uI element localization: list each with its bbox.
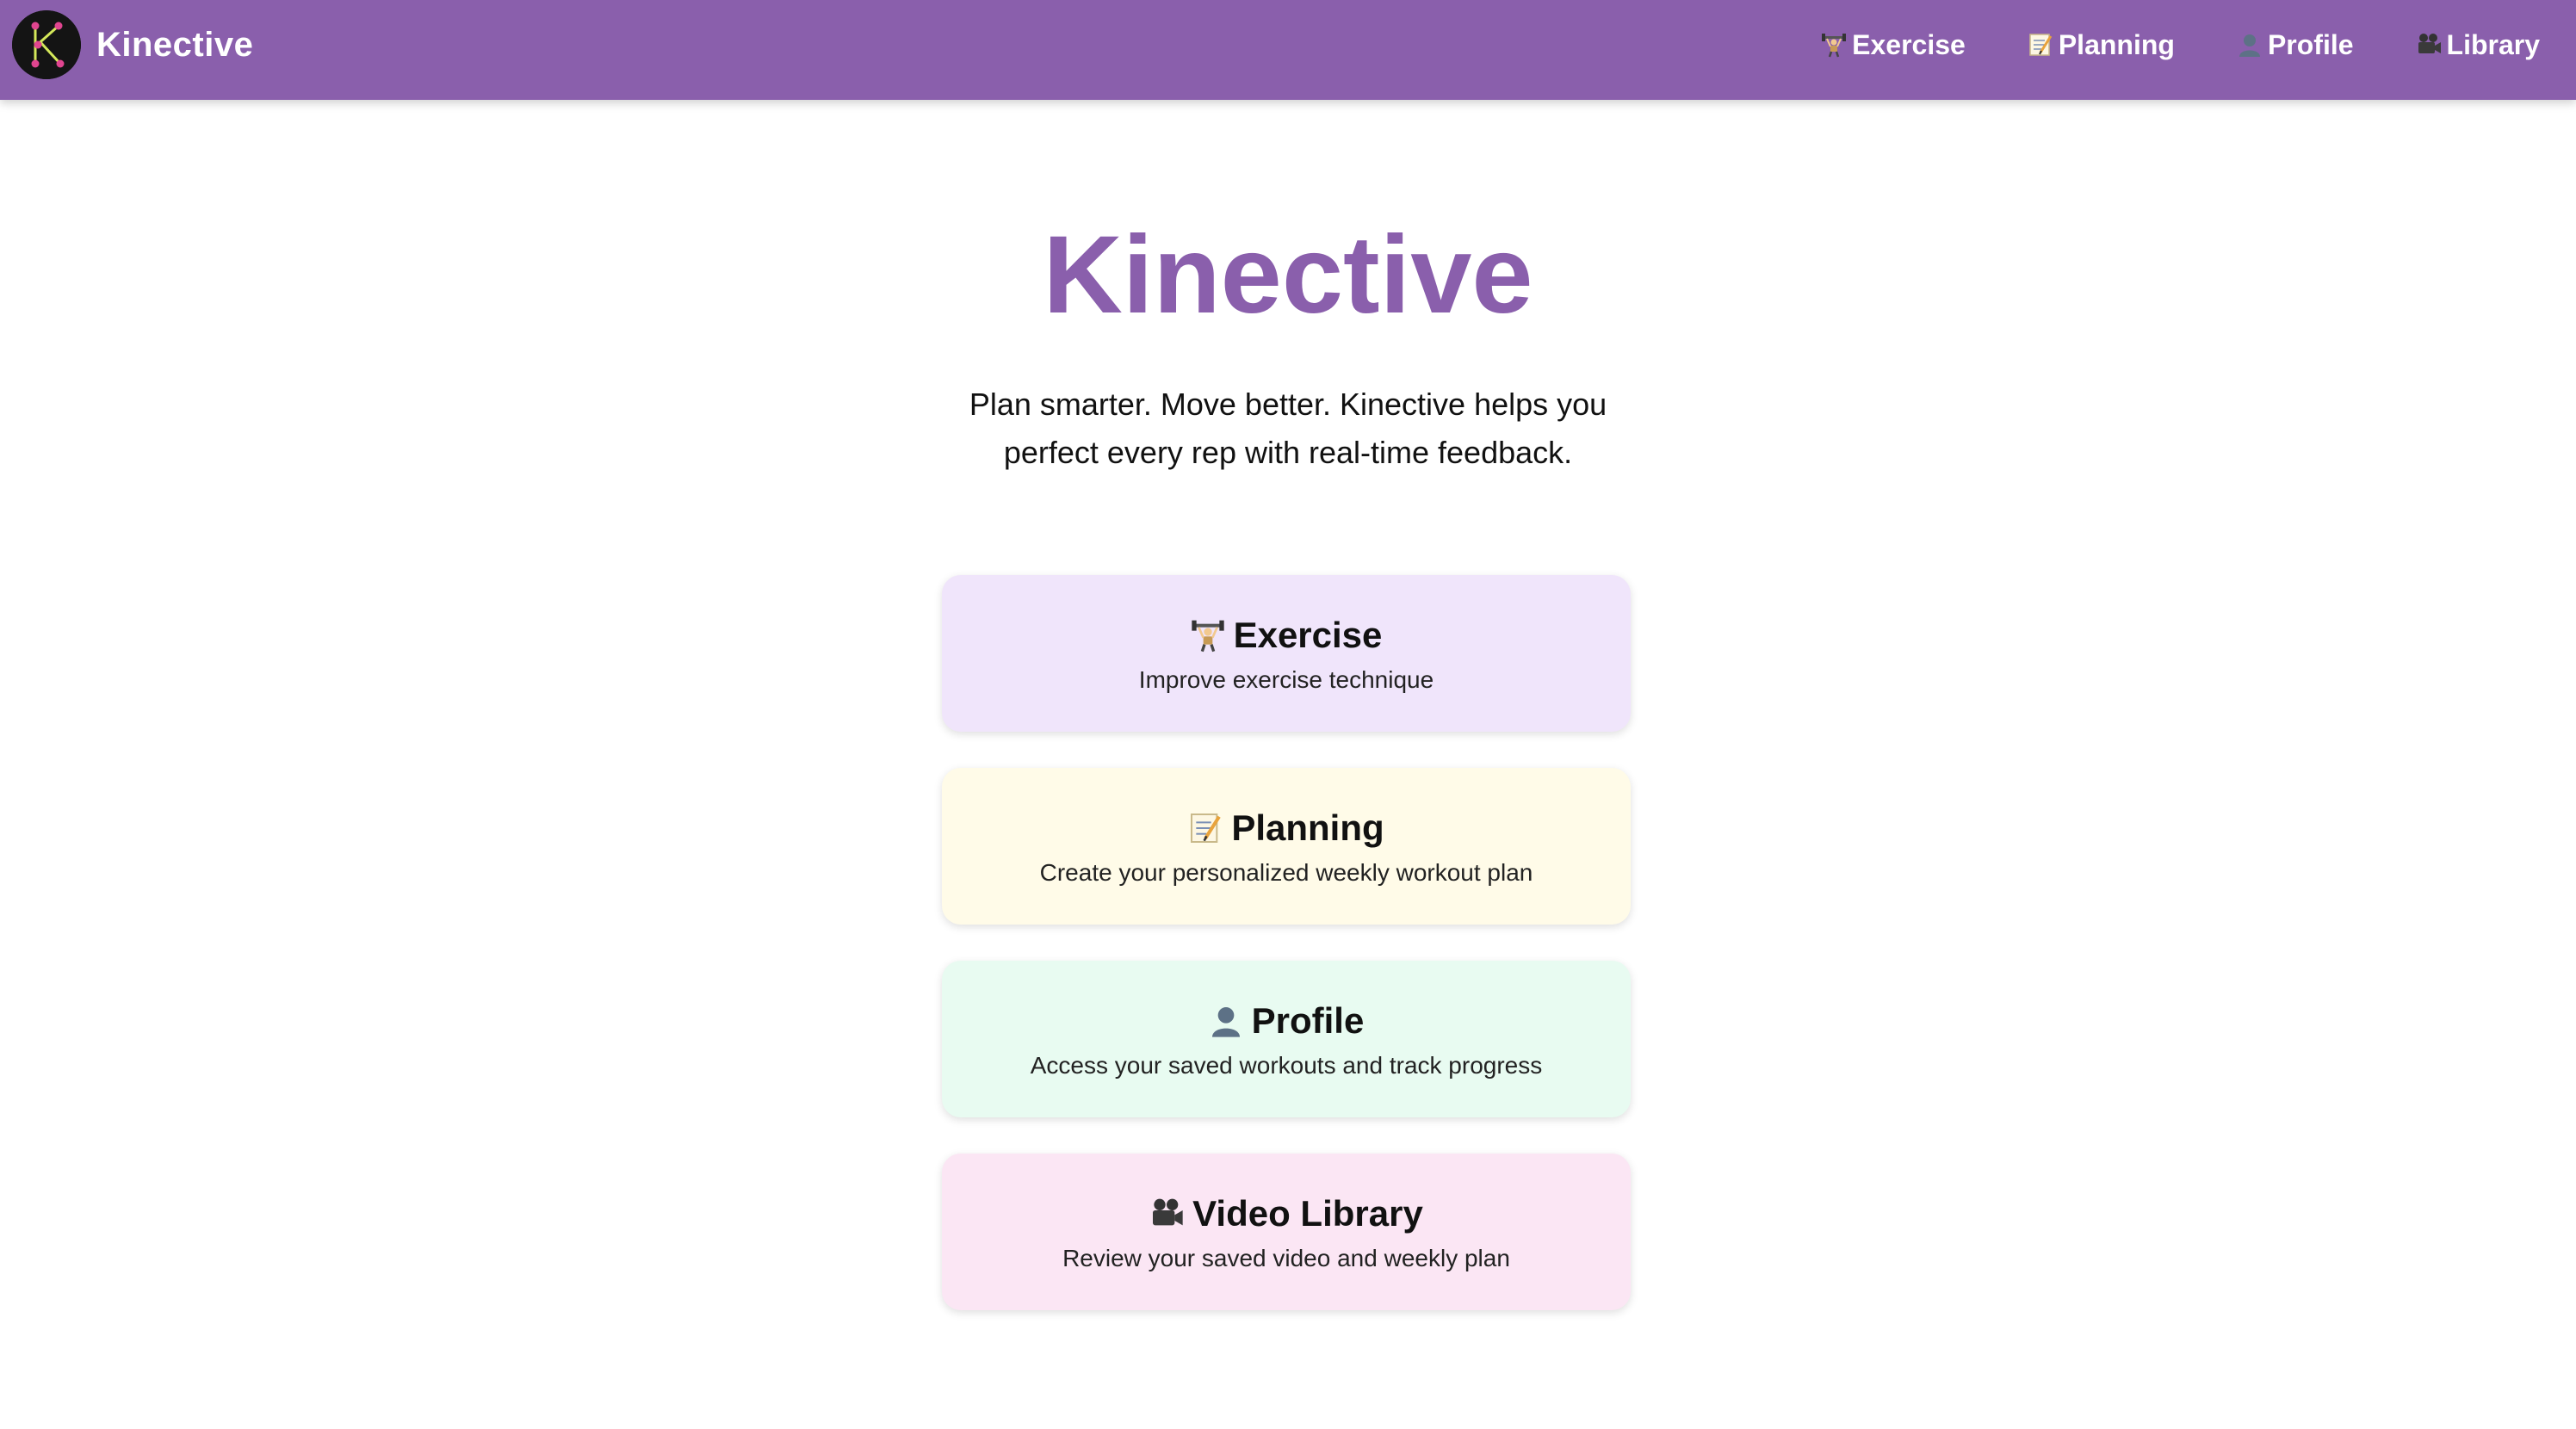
memo-icon (1188, 811, 1223, 845)
top-navbar (0, 0, 2576, 100)
card-exercise[interactable] (942, 575, 1631, 732)
video-camera-icon (1149, 1197, 1184, 1231)
nav-item-planning[interactable] (2028, 29, 2175, 61)
card-video-library[interactable] (942, 1154, 1631, 1310)
person-silhouette-icon (2237, 32, 2263, 58)
nav-item-label: Exercise (1852, 28, 1966, 60)
card-title: Exercise (1233, 615, 1383, 655)
card-description: Access your saved workouts and track progress (1030, 1052, 1543, 1079)
weightlifter-icon (1191, 618, 1225, 653)
weightlifter-icon (1821, 32, 1847, 58)
card-planning[interactable] (942, 768, 1631, 925)
nav-item-library[interactable] (2416, 29, 2540, 61)
nav-item-exercise[interactable] (1821, 29, 1966, 61)
hero-subtitle: Plan smarter. Move better. Kinective helps you perfect every rep with real-time feedback. (969, 387, 1607, 470)
card-description: Create your personalized weekly workout plan (1039, 859, 1533, 886)
card-description: Review your saved video and weekly plan (1062, 1245, 1510, 1271)
card-title: Video Library (1192, 1193, 1423, 1234)
nav-item-label: Library (2446, 28, 2540, 60)
page-title: Kinective (1043, 213, 1533, 337)
person-silhouette-icon (1209, 1004, 1243, 1038)
nav-item-label: Profile (2267, 28, 2354, 60)
brand-home-link[interactable] (12, 10, 253, 79)
nav-item-profile[interactable] (2237, 29, 2354, 61)
video-camera-icon (2416, 32, 2442, 58)
card-description: Improve exercise technique (1138, 666, 1434, 693)
card-title: Profile (1251, 1000, 1365, 1041)
nav-item-label: Planning (2058, 28, 2175, 60)
card-title: Planning (1231, 807, 1384, 848)
memo-icon (2028, 32, 2053, 58)
feature-cards (942, 575, 1631, 1346)
card-profile[interactable] (942, 961, 1631, 1117)
nav-links (1759, 0, 2540, 90)
brand-name: Kinective (96, 25, 254, 64)
kinective-logo-icon (12, 10, 81, 79)
